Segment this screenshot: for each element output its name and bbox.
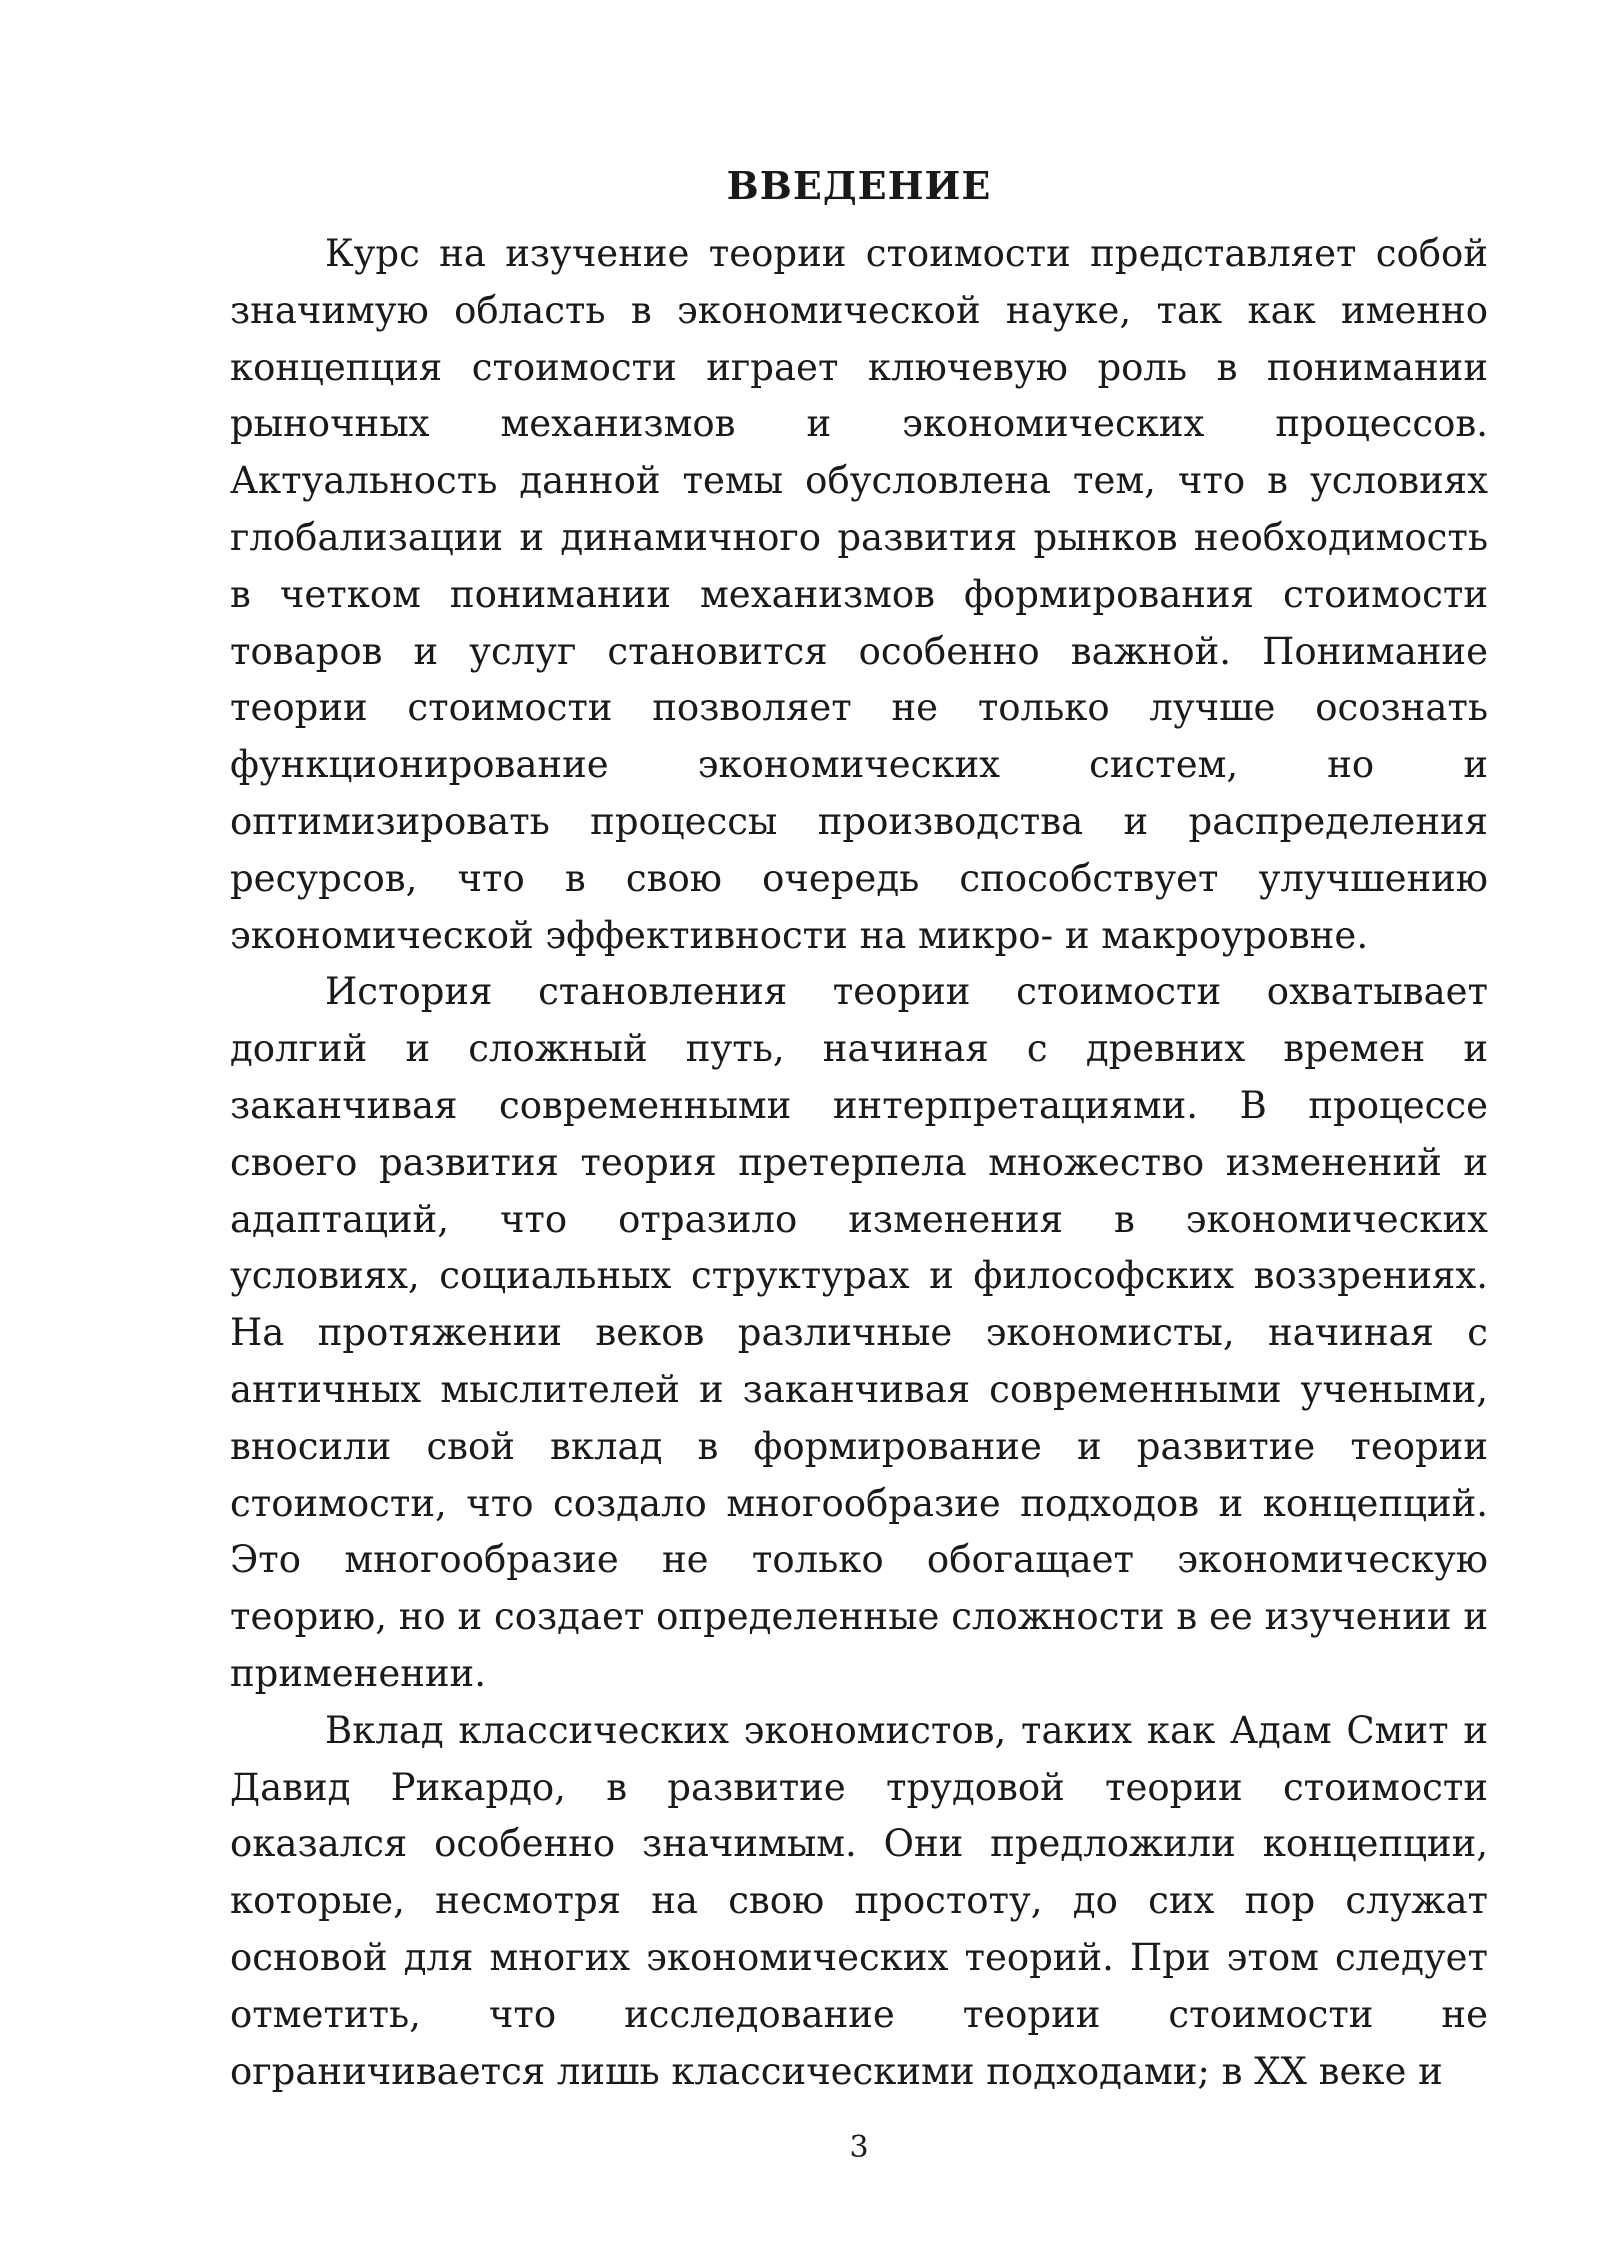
paragraph-2: История становления теории стоимости охватывает долгий и сложный путь, начиная с древних времен и заканчивая современными интерпретациями. В процессе своего развития теория претерпела множество изменений и адаптаций, что отразило изменения в экономических условиях, социальных структурах и философских воззрениях. На протяжении веков различные экономисты, начиная с античных мыслителей и заканчивая современными учеными, вносили свой вклад в формирование и развитие теории стоимости, что создало многообразие подходов и концепций. Это многообразие не только обогащает экономическую теорию, но и создает определенные сложности в ее изучении и применении. <box>230 970 1488 1695</box>
section-title: ВВЕДЕНИЕ <box>726 163 992 208</box>
page-number: 3 <box>849 2130 869 2165</box>
paragraph-1: Курс на изучение теории стоимости представляет собой значимую область в экономической науке, так как именно концепция стоимости играет ключевую роль в понимании рыночных механизмов и экономических процессов. Актуальность данной темы обусловлена тем, что в условиях глобализации и динамичного развития рынков необходимость в четком понимании механизмов формирования стоимости товаров и услуг становится особенно важной. Понимание теории стоимости позволяет не только лучше осознать функционирование экономических систем, но и оптимизировать процессы производства и распределения ресурсов, что в свою очередь способствует улучшению экономической эффективности на микро- и макроуровне. <box>230 232 1488 957</box>
page-content <box>230 158 1488 2100</box>
paragraph-3: Вклад классических экономистов, таких как Адам Смит и Давид Рикардо, в развитие трудовой теории стоимости оказался особенно значимым. Они предложили концепции, которые, несмотря на свою простоту, до сих пор служат основой для многих экономических теорий. При этом следует отметить, что исследование теории стоимости не ограничивается лишь классическими подходами; в XX веке и <box>230 1708 1488 2093</box>
